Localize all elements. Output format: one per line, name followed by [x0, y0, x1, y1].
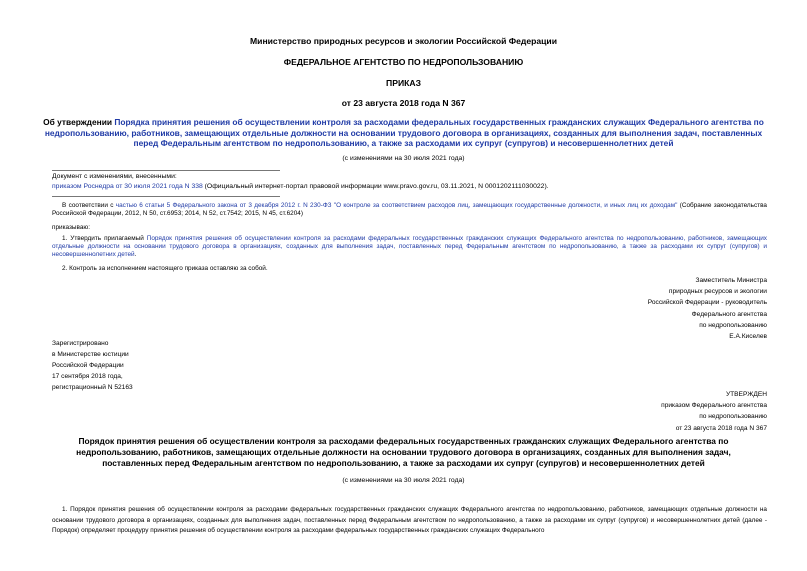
divider-bottom — [52, 196, 280, 197]
approved-line: от 23 августа 2018 года N 367 — [675, 424, 767, 432]
preamble-text-b: (Собрание законодательства Российской Федерации, 2012, N 50, ст.6953; 2014, N 52, ст.7542; 2015, N 45, ст.6204) — [52, 202, 767, 218]
signature-line: Федерального агентства — [691, 310, 767, 318]
item-1 — [52, 235, 767, 260]
amendment-link[interactable]: приказом Роснедра от 30 июля 2021 года N 338 — [52, 183, 203, 190]
order-title — [40, 117, 767, 149]
signature-line: по недропользованию — [699, 321, 767, 329]
approved-line: по недропользованию — [699, 413, 767, 421]
amendments-line — [52, 183, 767, 192]
procedure-changes-note: (с изменениями на 30 июля 2021 года) — [342, 477, 465, 484]
item-1-text-a: 1. Утвердить прилагаемый — [62, 235, 147, 242]
ministry-name: Министерство природных ресурсов и экологии Российской Федерации — [250, 36, 557, 46]
signature-line: Заместитель Министра — [695, 277, 767, 284]
procedure-title: Порядок принятия решения об осуществлении контроля за расходами федеральных государственных гражданских служащих Федерального агентства по недропользованию, работников, замещающих отдельные должности на основании трудового договора в организациях, созданных для выполнения задач, поставленных перед Федеральным агентством по недропользованию, а также за расходами их супруг (супругов) и несовершеннолетних детей — [76, 436, 731, 468]
divider-top — [52, 170, 280, 171]
approved-block — [661, 389, 767, 434]
item-1-text-b: . — [134, 251, 137, 259]
approved-line: УТВЕРЖДЕН — [725, 391, 767, 398]
item-2: 2. Контроль за исполнением настоящего приказа оставляю за собой. — [62, 265, 268, 272]
signature-line: Е.А.Киселев — [729, 333, 767, 341]
registration-block — [52, 338, 133, 393]
signature-block — [648, 275, 767, 342]
approved-line: приказом Федерального агентства — [661, 402, 767, 410]
registration-line: Российской Федерации — [52, 362, 124, 369]
procedure-paragraph-1: 1. Порядок принятия решения об осуществлении контроля за расходами федеральных государственных гражданских служащих Федерального агентства по недропользованию, работников, замещающих отдельные должности на основании трудового договора в организациях, созданных для выполнения задач, поставленных перед Федеральным агентством по недропользованию, а также за расходами их супруг (супругов) и несовершеннолетних детей (далее - Порядок) определяет процедуру принятия решения об осуществлении контроля за расходами федеральных государственных гражданских служащих Федерального — [52, 506, 767, 535]
doc-type: ПРИКАЗ — [386, 78, 421, 88]
doc-date-number: от 23 августа 2018 года N 367 — [341, 98, 466, 108]
registration-line: 17 сентября 2018 года, — [52, 373, 123, 380]
law-link[interactable]: частью 6 статьи 5 Федерального закона от 3 декабря 2012 г. N 230-ФЗ "О контроле за соответствием расходов лиц, замещающих государственные должности, и иных лиц их доходам" — [115, 202, 678, 209]
agency-name: ФЕДЕРАЛЬНОЕ АГЕНТСТВО ПО НЕДРОПОЛЬЗОВАНИЮ — [283, 57, 524, 67]
procedure-link[interactable]: Порядок принятия решения об осуществлении контроля за расходами федеральных государственных гражданских служащих Федерального агентства по недропользованию, работников, замещающих отдельные должности на основании трудового договора в организациях, созданных для выполнения задач, поставленных перед Федеральным агентством по недропользованию, а также за расходами их супруг (супругов) и несовершеннолетних детей — [52, 235, 767, 259]
registration-line: в Министерстве юстиции — [52, 351, 129, 358]
registration-line: регистрационный N 52163 — [52, 384, 133, 391]
preamble-text-a: В соответствии с — [62, 202, 116, 209]
amendment-rest: (Официальный интернет-портал правовой информации www.pravo.gov.ru, 03.11.2021, N 0001202111030022). — [202, 183, 549, 190]
orders-word: приказываю: — [52, 224, 90, 231]
order-title-link[interactable]: Порядка принятия решения об осуществлении контроля за расходами федеральных государственных гражданских служащих Федерального агентства по недропользованию, работников, замещающих отдельные должности на основании трудового договора в организациях, созданных для выполнения задач, поставленных перед Федеральным агентством по недропользованию, а также за расходами их супруг (супругов) и несовершеннолетних детей — [44, 117, 764, 149]
order-title-prefix: Об утверждении — [43, 117, 115, 127]
signature-line: Российской Федерации - руководитель — [647, 299, 767, 307]
changes-note: (с изменениями на 30 июля 2021 года) — [342, 155, 465, 162]
amendments-label: Документ с изменениями, внесенными: — [52, 173, 177, 180]
signature-line: природных ресурсов и экологии — [668, 288, 767, 296]
preamble-paragraph — [52, 202, 767, 218]
registration-line: Зарегистрировано — [52, 340, 109, 347]
